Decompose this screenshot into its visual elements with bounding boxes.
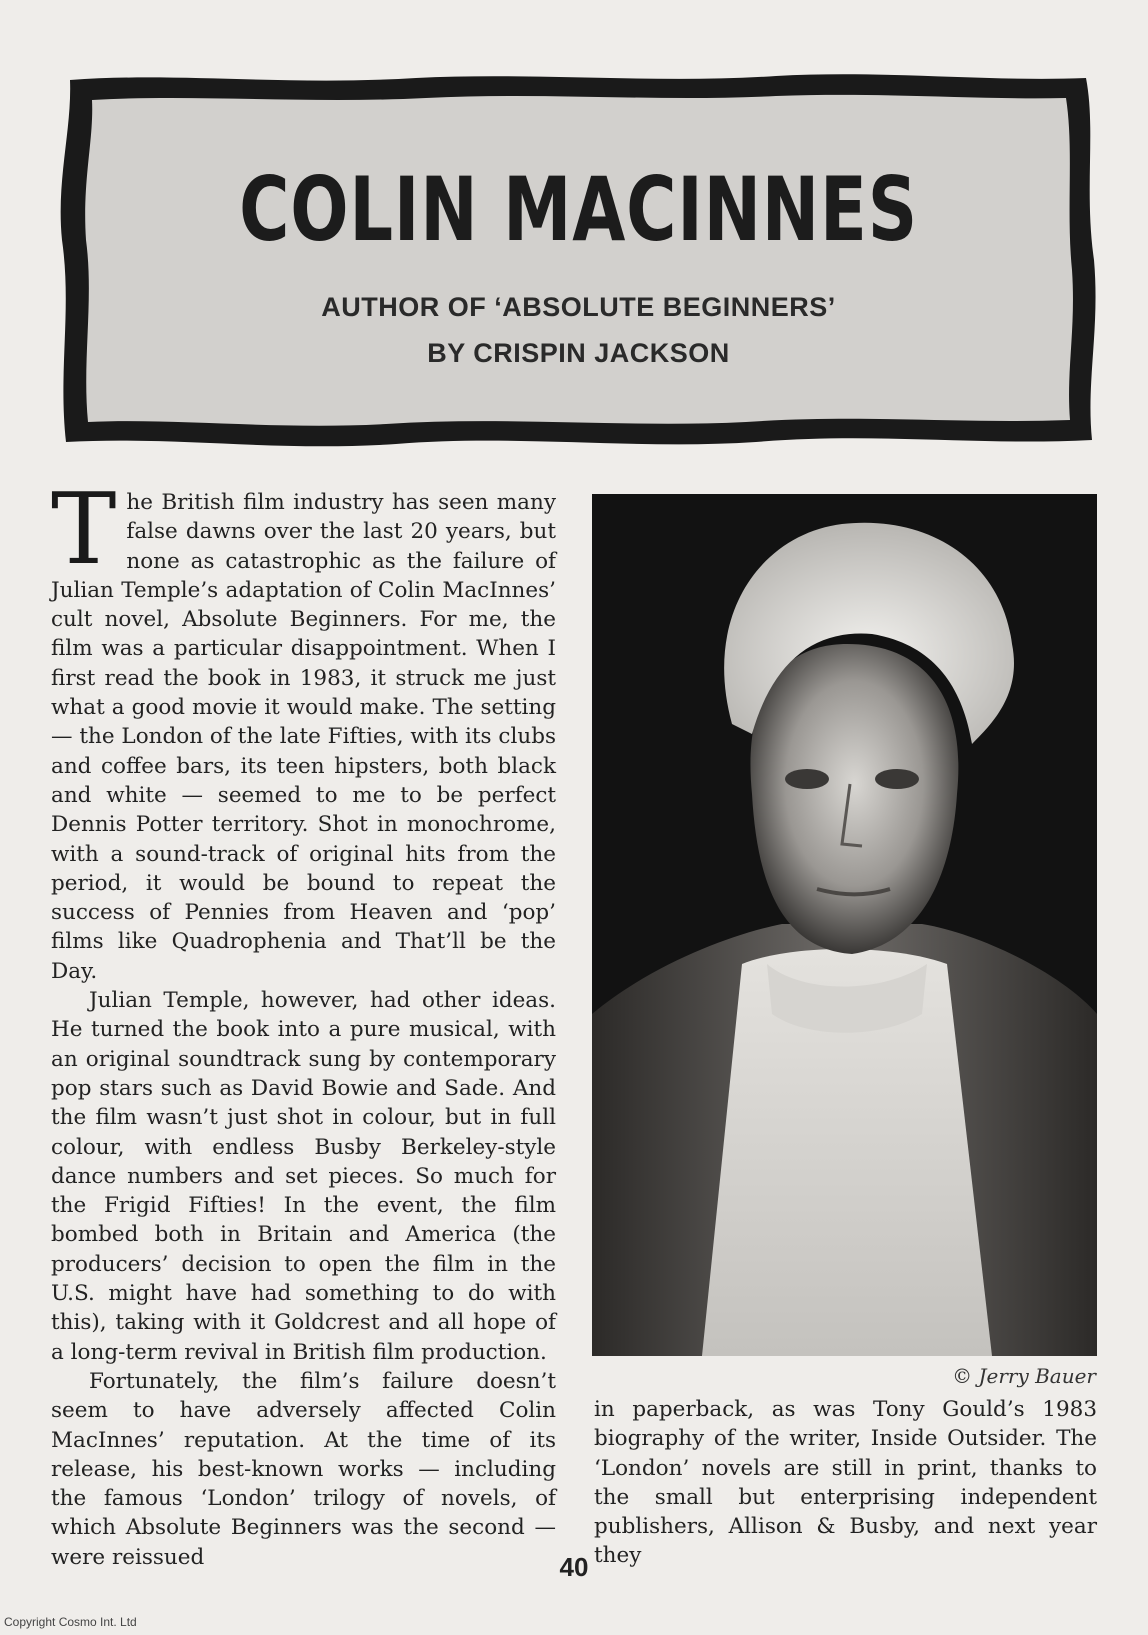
paragraph-1 [51, 473, 556, 986]
left-column [51, 473, 556, 1572]
paragraph-1-text: he British film industry has seen many false dawns over the last 20 years, but none as catastrophic as the failure of Julian Temple’s adaptation of Colin MacInnes’ cult novel, Absolute Beginners. For me, the film was a particular disappointment. When I first read the book in 1983, it struck me just what a good movie it would make. The setting — the London of the late Fifties, with its clubs and coffee bars, its teen hipsters, both black and white — seemed to me to be perfect Dennis Potter territory. Shot in monochrome, with a sound-track of original hits from the period, it would be bound to repeat the success of Pennies from Heaven and ‘pop’ films like Quadrophenia and That’ll be the Day. [51, 490, 556, 984]
drop-cap: T [51, 473, 117, 587]
article-title: COLIN MACINNES [239, 158, 918, 261]
article-subtitle: AUTHOR OF ‘ABSOLUTE BEGINNERS’ [321, 292, 836, 322]
paragraph-2: Julian Temple, however, had other ideas. He turned the book into a pure musical, with an original soundtrack sung by contemporary pop stars such as David Bowie and Sade. And the film wasn’t just shot in colour, but in full colour, with endless Busby Berkeley-style dance numbers and set pieces. So much for the Frigid Fifties! In the event, the film bombed both in Britain and America (the producers’ decision to open the film in the U.S. might have had something to do with this), taking with it Goldcrest and all hope of a long-term revival in British film production. [51, 988, 556, 1365]
author-portrait-photo [592, 494, 1097, 1356]
header-box [56, 70, 1101, 450]
portrait-image [592, 494, 1097, 1356]
paragraph-3: Fortunately, the film’s failure doesn’t seem to have adversely affected Colin MacInnes’ reputation. At the time of its release, his best-known works — including the famous ‘London’ trilogy of novels, of which Absolute Beginners was the second — were reissued [51, 1368, 556, 1570]
photo-credit: © Jerry Bauer [952, 1364, 1096, 1388]
page-number: 40 [559, 1552, 589, 1582]
copyright-notice: Copyright Cosmo Int. Ltd [4, 1615, 137, 1629]
right-column [594, 1395, 1097, 1571]
article-byline: BY CRISPIN JACKSON [427, 338, 730, 368]
paragraph-4: in paperback, as was Tony Gould’s 1983 biography of the writer, Inside Outsider. The ‘London’ novels are still in print, thanks to the small but enterprising independent publishers, Allison & Busby, and next year they [594, 1397, 1097, 1569]
